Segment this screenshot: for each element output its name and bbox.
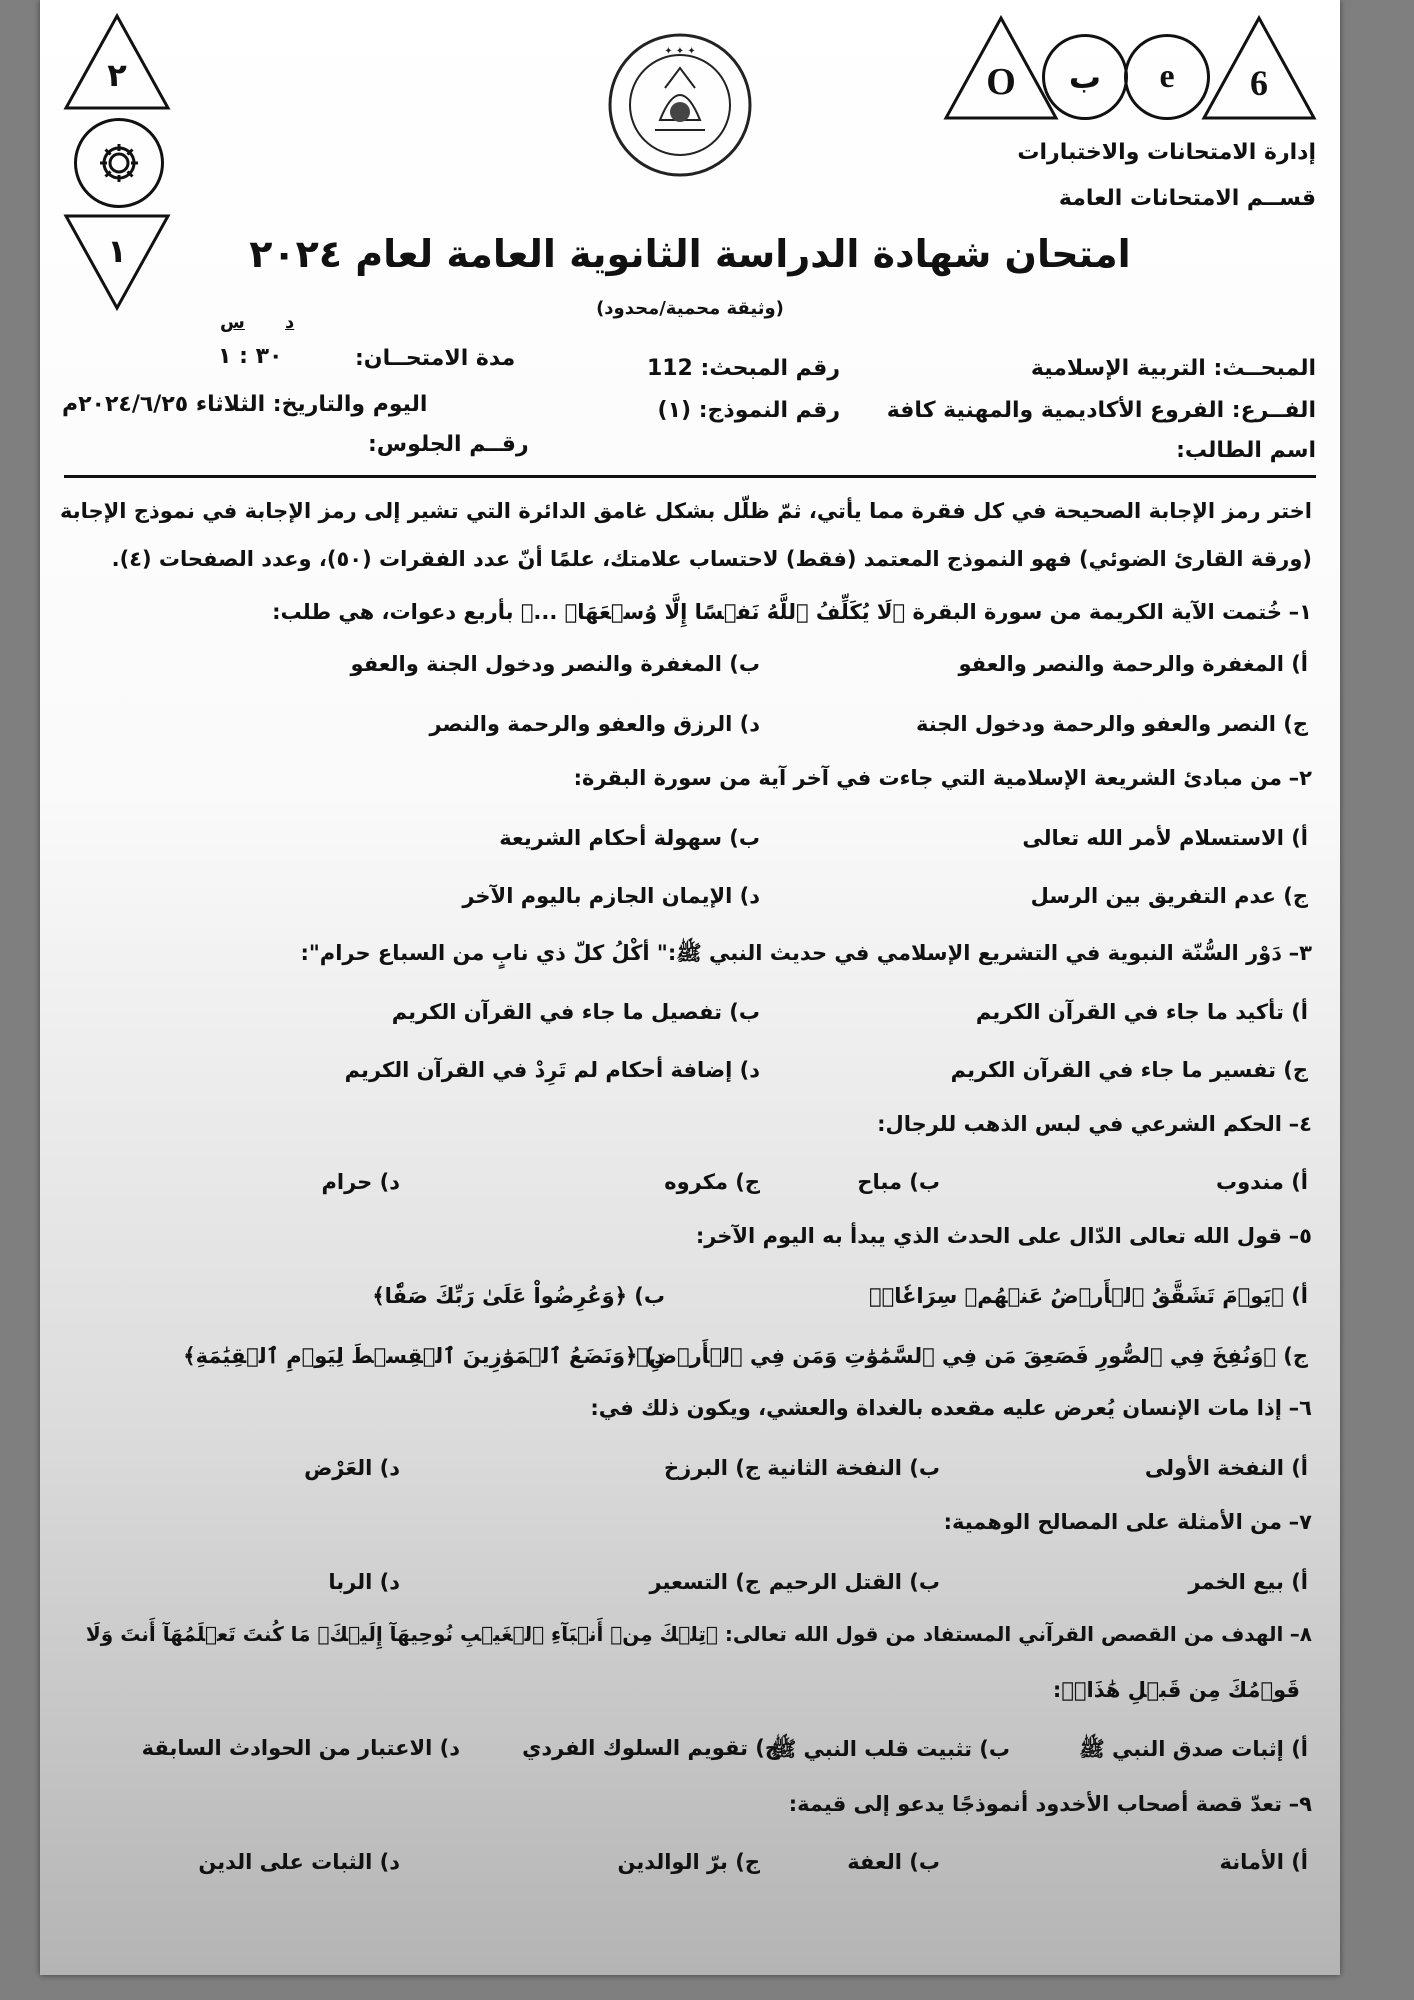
day-date: اليوم والتاريخ: الثلاثاء ٢٠٢٤/٦/٢٥م [62,392,428,417]
option[interactable]: د) الثبات على الدين [198,1850,400,1874]
option[interactable]: ب) مباح [857,1170,940,1194]
header-divider [64,475,1316,478]
model-code-shapes [948,14,1318,124]
question-4: ٤– الحكم الشرعي في لبس الذهب للرجال: [877,1112,1312,1136]
option[interactable]: ب) سهولة أحكام الشريعة [499,826,760,850]
shape-label: ١ [107,232,127,270]
option[interactable]: ج) تقويم السلوك الفردي [522,1736,780,1760]
option[interactable]: د) الإيمان الجازم باليوم الآخر [462,884,760,908]
svg-text:✦ ✦ ✦: ✦ ✦ ✦ [664,46,696,57]
option[interactable]: أ) المغفرة والرحمة والنصر والعفو [958,652,1308,676]
exam-subtitle: (وثيقة محمية/محدود) [596,298,784,319]
gear-icon [94,138,144,188]
option[interactable]: ج) مكروه [664,1170,760,1194]
option[interactable]: أ) تأكيد ما جاء في القرآن الكريم [975,1000,1308,1024]
option[interactable]: د) الاعتبار من الحوادث السابقة [141,1736,460,1760]
student-name-label: اسم الطالب: [1176,438,1316,463]
circle-shape: ب [1042,34,1128,120]
triangle-shape [62,12,172,112]
option[interactable]: ب) العفة [847,1850,940,1874]
question-3: ٣– دَوْر السُّنّة النبوية في التشريع الإسلامي في حديث النبي ﷺ:" أكْلُ كلّ ذي نابٍ من السباع حرام": [300,941,1312,965]
question-2: ٢– من مبادئ الشريعة الإسلامية التي جاءت في آخر آية من سورة البقرة: [573,766,1312,790]
option[interactable]: ج) تفسير ما جاء في القرآن الكريم [950,1058,1308,1082]
question-7: ٧– من الأمثلة على المصالح الوهمية: [943,1510,1312,1534]
question-5: ٥– قول الله تعالى الدّال على الحدث الذي يبدأ به اليوم الآخر: [695,1224,1312,1248]
option[interactable]: أ) الاستسلام لأمر الله تعالى [1022,826,1308,850]
question-1: ١– خُتمت الآية الكريمة من سورة البقرة ﴿لَا يُكَلِّفُ ٱللَّهُ نَفۡسًا إِلَّا وُسۡعَهَاۚ ...﴾ بأربع دعوات، هي طلب: [272,600,1312,624]
duration-label: مدة الامتحــان: [355,346,516,371]
option[interactable]: أ) الأمانة [1219,1850,1308,1874]
subject-label: المبحــث: التربية الإسلامية [1030,356,1316,381]
question-8: ٨– الهدف من القصص القرآني المستفاد من قول الله تعالى: ﴿تِلۡكَ مِنۡ أَنۢبَآءِ ٱلۡغَيۡبِ نُوحِيهَآ إِلَيۡكَۖ مَا كُنتَ تَعۡلَمُهَآ أَنتَ وَلَا [85,1622,1312,1646]
option[interactable]: ج) عدم التفريق بين الرسل [1030,884,1308,908]
duration-value: ٣٠ : ١ [218,344,283,369]
exam-title: امتحان شهادة الدراسة الثانوية العامة لعام ٢٠٢٤ [249,232,1131,276]
option[interactable]: ب) تفصيل ما جاء في القرآن الكريم [391,1000,760,1024]
circle-shape: e [1124,34,1210,120]
option[interactable]: د) الربا [328,1570,400,1594]
question-9: ٩– تعدّ قصة أصحاب الأخدود أنموذجًا يدعو إلى قيمة: [788,1792,1312,1816]
option[interactable]: د) ﴿وَنَضَعُ ٱلۡمَوَٰزِينَ ٱلۡقِسۡطَ لِيَوۡمِ ٱلۡقِيَٰمَةِ﴾ [183,1344,665,1368]
duration-unit-hours: س [220,312,245,333]
branch-label: الفــرع: الفروع الأكاديمية والمهنية كافة [886,398,1316,423]
option[interactable]: د) حرام [321,1170,400,1194]
option[interactable]: ج) النصر والعفو والرحمة ودخول الجنة [916,712,1308,736]
option[interactable]: د) الرزق والعفو والرحمة والنصر [429,712,760,736]
org-department: قســم الامتحانات العامة [1058,186,1316,211]
org-name: إدارة الامتحانات والاختبارات [1017,140,1316,165]
option[interactable]: ج) التسعير [649,1570,760,1594]
option[interactable]: أ) إثبات صدق النبي ﷺ [1079,1737,1308,1761]
option[interactable]: ج) برّ الوالدين [617,1850,760,1874]
duration-unit-minutes: د [285,312,295,333]
option[interactable]: أ) بيع الخمر [1188,1570,1308,1594]
option[interactable]: أ) النفخة الأولى [1144,1456,1308,1480]
option[interactable]: ب) النفخة الثانية [767,1456,940,1480]
gear-circle [74,118,164,208]
shape-label: 6 [1250,63,1268,103]
instructions: اختر رمز الإجابة الصحيحة في كل فقرة مما يأتي، ثمّ ظلّل بشكل غامق الدائرة التي تشير إلى رمز الإجابة في نموذج الإجابة (ورقة القارئ الضوئي) فهو النموذج المعتمد (فقط) لاحتساب علامتك، علمًا أنّ عدد الفقرات (٥٠)، وعدد الصفحات (٤). [60,499,1312,571]
question-6: ٦– إذا مات الإنسان يُعرض عليه مقعده بالغداة والعشي، ويكون ذلك في: [590,1396,1312,1420]
model-number: رقم النموذج: (١) [657,398,840,423]
shape-label: O [986,61,1016,103]
shape-label: ٢ [107,56,127,94]
option[interactable]: ب) ﴿وَعُرِضُواْ عَلَىٰ رَبِّكَ صَفّٗا﴾ [372,1284,665,1308]
option[interactable]: ج) ﴿وَنُفِخَ فِي ٱلصُّورِ فَصَعِقَ مَن فِي ٱلسَّمَٰوَٰتِ وَمَن فِي ٱلۡأَرۡضِ﴾ [636,1344,1308,1368]
option[interactable]: ب) المغفرة والنصر ودخول الجنة والعفو [350,652,760,676]
option[interactable]: ب) تثبيت قلب النبي ﷺ [770,1737,1010,1761]
triangle-shape [942,14,1060,122]
seat-number-label: رقــم الجلوس: [368,432,529,457]
ministry-seal [605,30,755,180]
option[interactable]: أ) مندوب [1216,1170,1308,1194]
option[interactable]: د) إضافة أحكام لم تَرِدْ في القرآن الكريم [344,1058,760,1082]
option[interactable]: ب) القتل الرحيم [768,1570,940,1594]
option[interactable]: د) العَرْض [304,1456,400,1480]
option[interactable]: أ) ﴿يَوۡمَ تَشَقَّقُ ٱلۡأَرۡضُ عَنۡهُمۡ سِرَاعٗاۚ﴾ [868,1284,1308,1308]
option[interactable]: ج) البرزخ [664,1456,760,1480]
subject-number: رقم المبحث: 112 [646,356,840,381]
question-8-continued: قَوۡمُكَ مِن قَبۡلِ هَٰذَاۖ﴾: [1052,1678,1300,1702]
triangle-shape [1200,14,1318,122]
exam-page [40,0,1340,1975]
